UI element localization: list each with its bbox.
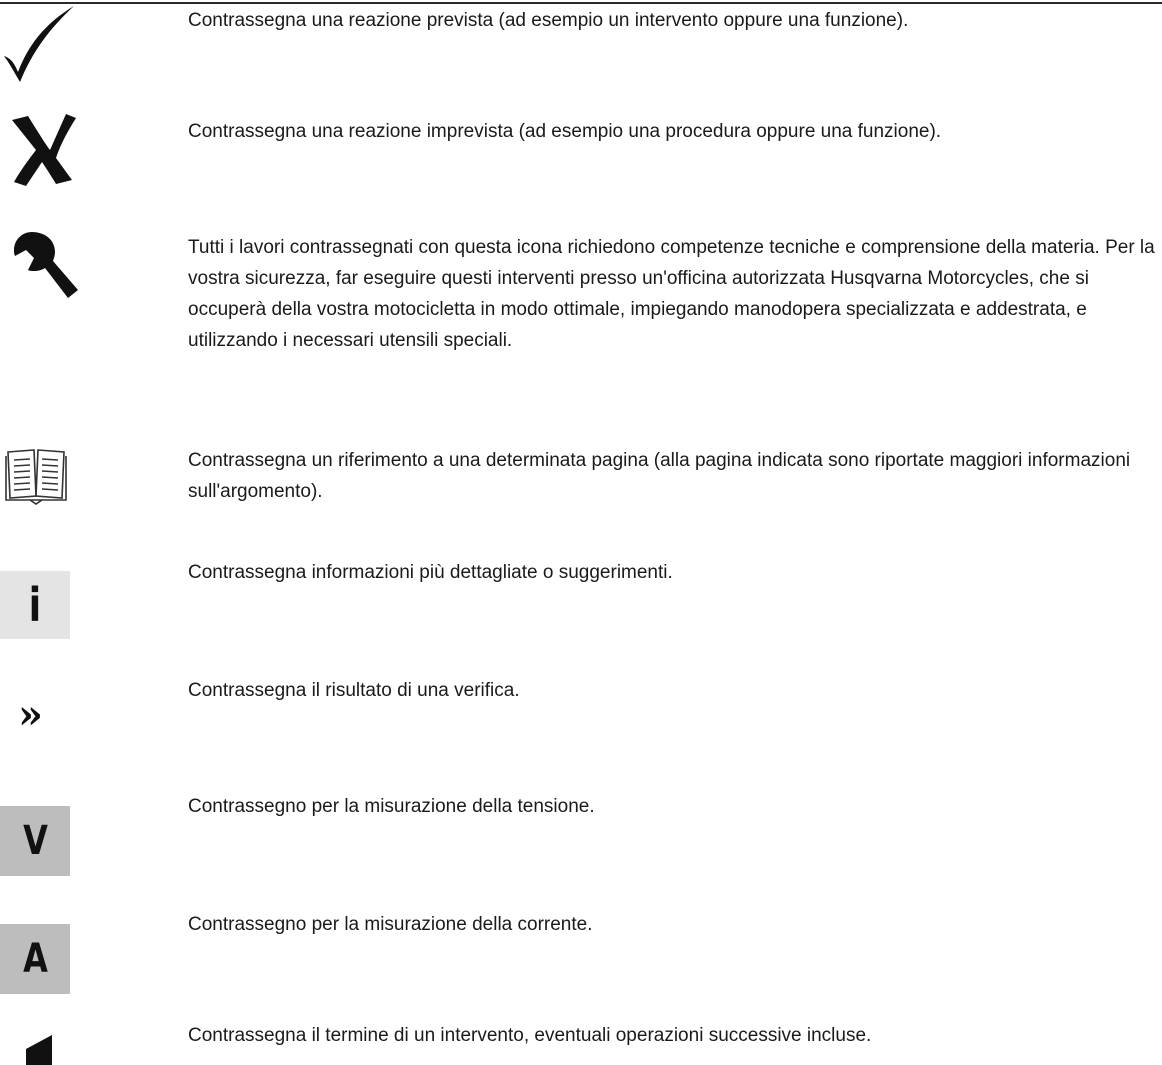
voltage-icon: V <box>0 806 70 876</box>
symbol-description: Contrassegna una reazione imprevista (ad esempio una procedura oppure una funzione). <box>188 121 942 142</box>
check-icon <box>0 0 80 90</box>
symbol-description: Contrassegna il risultato di una verifica. <box>188 680 520 701</box>
wrench-icon <box>2 226 82 306</box>
top-rule <box>0 2 1162 4</box>
symbol-description: Contrassegna una reazione prevista (ad esempio un intervento oppure una funzione). <box>188 10 909 31</box>
symbol-description: Contrassegna un riferimento a una determinata pagina (alla pagina indicata sono riportate maggiori informazioni sull'argomento). <box>188 450 1131 502</box>
symbol-description: Contrassegno per la misurazione della corrente. <box>188 914 593 935</box>
symbol-description: Contrassegna informazioni più dettagliate o suggerimenti. <box>188 562 673 583</box>
symbol-description: Contrassegna il termine di un intervento, eventuali operazioni successive incluse. <box>188 1025 872 1046</box>
symbol-description: Tutti i lavori contrassegnati con questa icona richiedono competenze tecniche e comprensione della materia. Per la vostra sicurezza, far eseguire questi interventi presso un'officina autorizzata Husqvarna Motorcycles, che si occuperà della vostra motocicletta in modo ottimale, impiegando manodopera specializzata e addestrata, e utilizzando i necessari utensili speciali. <box>188 237 1155 351</box>
end-marker-icon <box>22 1035 82 1065</box>
symbol-description: Contrassegno per la misurazione della tensione. <box>188 796 595 817</box>
book-icon <box>2 446 72 506</box>
info-icon: i <box>0 571 70 639</box>
current-icon: A <box>0 924 70 994</box>
double-chevron-icon: » <box>18 691 43 738</box>
cross-icon <box>2 108 82 188</box>
